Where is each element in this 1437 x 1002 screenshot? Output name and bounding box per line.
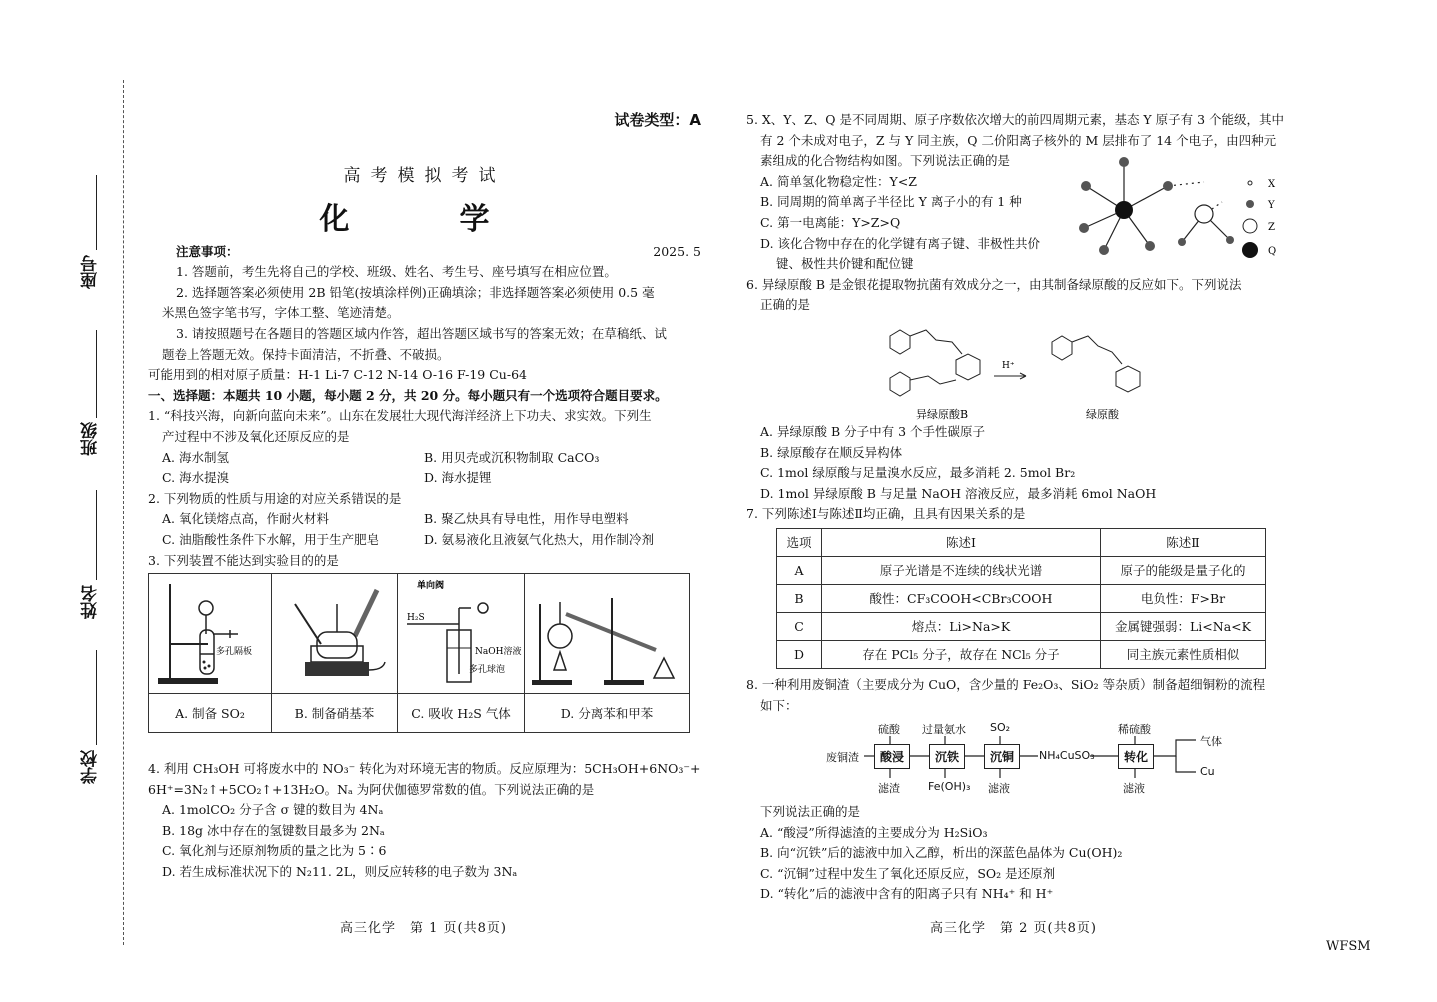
q8-question: 下列说法正确的是 — [760, 804, 861, 820]
flow-input-2: 过量氨水 — [922, 723, 966, 737]
school-label: 学校 — [81, 750, 101, 784]
apparatus-d-drawing — [526, 574, 688, 690]
q6-product-name: 绿原酸 — [1086, 407, 1119, 421]
seat-underline — [96, 175, 97, 250]
apparatus-c-label: C. 吸收 H₂S 气体 — [398, 694, 525, 733]
notice-2: 2. 选择题答案必须使用 2B 铅笔(按填涂样例)正确填涂；非选择题答案必须使用 0.5 毫 — [176, 284, 655, 300]
q6-option-d: D. 1mol 异绿原酸 B 与足量 NaOH 溶液反应，最多消耗 6mol NaOH — [760, 485, 1157, 501]
subject-title: 化 学 — [319, 201, 530, 237]
name-underline — [96, 490, 97, 580]
q5-option-a: A. 简单氢化物稳定性：Y<Z — [760, 173, 917, 189]
q4-option-d: D. 若生成标准状况下的 N₂11. 2L，则反应转移的电子数为 3Nₐ — [162, 864, 518, 880]
porous-label: 多孔隔板 — [216, 647, 253, 658]
q7-row-a — [777, 556, 1266, 584]
q8-stem: 8. 一种利用废铜渣（主要成分为 CuO，含少量的 Fe₂O₃、SiO₂ 等杂质）制备超细铜粉的流程 — [746, 676, 1266, 692]
q2-option-b: B. 聚乙炔具有导电性，用作导电塑料 — [424, 511, 629, 527]
q6-reactant-name: 异绿原酸B — [916, 407, 969, 421]
q7-cell: D — [777, 640, 822, 668]
binding-dashed-line — [123, 80, 124, 945]
q4-option-b: B. 18g 冰中存在的氢键数目最多为 2Nₐ — [162, 822, 385, 838]
q8-flowchart — [746, 716, 1301, 802]
q1-option-d: D. 海水提锂 — [424, 470, 492, 486]
legend-q: Q — [1268, 245, 1277, 257]
q6-stem-cont: 正确的是 — [760, 297, 811, 313]
notice-3b: 题卷上答题无效。保持卡面清洁，不折叠、不破损。 — [162, 346, 450, 362]
q7-cell: 熔点：Li>Na>K — [822, 612, 1101, 640]
q4-option-c: C. 氧化剂与还原剂物质的量之比为 5∶6 — [162, 843, 387, 859]
naoh-label: NaOH溶液 — [475, 647, 522, 658]
paper-type: 试卷类型：A — [614, 111, 701, 129]
q1-option-c: C. 海水提溴 — [162, 470, 230, 486]
q6-stem: 6. 异绿原酸 B 是金银花提取物抗菌有效成分之一，由其制备绿原酸的反应如下。下列说法 — [746, 276, 1242, 292]
notice-2b: 米黑色签字笔书写，字体工整、笔迹清楚。 — [162, 305, 400, 321]
q7-header-statement-1: 陈述Ⅰ — [822, 528, 1101, 556]
bulb-label: 多孔球泡 — [469, 665, 506, 676]
q6-reaction-figure — [876, 318, 1176, 422]
h2s-label: H₂S — [407, 613, 425, 624]
exam-date: 2025. 5 — [653, 243, 701, 259]
q7-table — [776, 528, 1266, 669]
legend-y: Y — [1268, 199, 1275, 211]
q7-row-c — [777, 612, 1266, 640]
q5-option-c: C. 第一电离能：Y>Z>Q — [760, 214, 901, 230]
q8-option-a: A. “酸浸”所得滤渣的主要成分为 H₂SiO₃ — [760, 824, 988, 840]
page-2 — [746, 110, 1301, 905]
legend-x: X — [1268, 178, 1276, 190]
q6-option-a: A. 异绿原酸 B 分子中有 3 个手性碳原子 — [760, 423, 986, 439]
flow-step-copper-precip: 沉铜 — [984, 744, 1020, 769]
q6-option-b: B. 绿原酸存在顺反异构体 — [760, 444, 903, 460]
q2-option-c: C. 油脂酸性条件下水解，用于生产肥皂 — [162, 531, 380, 547]
flow-start: 废铜渣 — [826, 751, 859, 765]
footer-page-2: 高三化学 第 2 页(共8页) — [930, 921, 1097, 936]
school-underline — [96, 650, 97, 745]
q5-option-d: D. 该化合物中存在的化学键有离子键、非极性共价 — [760, 235, 1041, 251]
q7-cell: 酸性：CF₃COOH<CBr₃COOH — [822, 584, 1101, 612]
q3-stem: 3. 下列装置不能达到实验目的的是 — [148, 552, 339, 568]
flow-step-iron-precip: 沉铁 — [929, 744, 965, 769]
q7-cell: 同主族元素性质相似 — [1101, 640, 1266, 668]
q1-option-b: B. 用贝壳或沉积物制取 CaCO₃ — [424, 449, 600, 465]
apparatus-b-label: B. 制备硝基苯 — [272, 694, 398, 733]
q7-row-d — [777, 640, 1266, 668]
q7-header-option: 选项 — [777, 528, 822, 556]
q7-cell: C — [777, 612, 822, 640]
apparatus-d — [525, 574, 690, 694]
atomic-masses: 可能用到的相对原子质量：H-1 Li-7 C-12 N-14 O-16 F-19 Cu-64 — [148, 367, 527, 383]
q5-option-b: B. 同周期的简单离子半径比 Y 离子小的有 1 种 — [760, 194, 1022, 210]
apparatus-c — [398, 574, 525, 694]
q2-stem: 2. 下列物质的性质与用途的对应关系错误的是 — [148, 490, 402, 506]
q7-stem: 7. 下列陈述Ⅰ与陈述Ⅱ均正确，且具有因果关系的是 — [746, 506, 1026, 522]
q7-cell: 金属键强弱：Li<Na<K — [1101, 612, 1266, 640]
q4-stem: 4. 利用 CH₃OH 可将废水中的 NO₃⁻ 转化为对环境无害的物质。反应原理为：5CH₃OH+6NO₃⁻+ — [148, 761, 701, 777]
q1-option-a: A. 海水制氢 — [162, 449, 229, 465]
q8-option-c: C. “沉铜”过程中发生了氧化还原反应，SO₂ 是还原剂 — [760, 865, 1056, 881]
apparatus-b-drawing — [273, 574, 396, 690]
q2-option-a: A. 氧化镁熔点高，作耐火材料 — [162, 511, 329, 527]
flow-copper: Cu — [1200, 765, 1215, 779]
name-label: 姓名 — [81, 585, 101, 619]
notice-3: 3. 请按照题号在各题目的答题区域内作答，超出答题区域书写的答案无效；在草稿纸、试 — [176, 325, 667, 341]
q3-apparatus-table — [148, 573, 690, 733]
flow-output-2: Fe(OH)₃ — [928, 780, 971, 794]
class-underline — [96, 330, 97, 418]
footer-page-1: 高三化学 第 1 页(共8页) — [340, 921, 507, 936]
q7-row-b — [777, 584, 1266, 612]
flow-input-3: SO₂ — [990, 721, 1011, 735]
apparatus-b — [272, 574, 398, 694]
section-heading: 一、选择题：本题共 10 小题，每小题 2 分，共 20 分。每小题只有一个选项符合题目要求。 — [148, 387, 668, 403]
apparatus-a-drawing — [150, 574, 270, 690]
legend-z: Z — [1268, 221, 1275, 233]
watermark: WFSM — [1326, 939, 1371, 954]
notice-title: 注意事项： — [176, 243, 239, 259]
q4-option-a: A. 1molCO₂ 分子含 σ 键的数目为 4Nₐ — [162, 802, 384, 818]
q5-stem-3: 素组成的化合物结构如图。下列说法正确的是 — [760, 153, 1011, 169]
q2-option-d: D. 氨易液化且液氨气化热大，用作制冷剂 — [424, 531, 655, 547]
flow-step-conversion: 转化 — [1118, 744, 1154, 769]
q7-cell: B — [777, 584, 822, 612]
flow-output-1: 滤渣 — [878, 782, 900, 796]
q7-header-statement-2: 陈述Ⅱ — [1101, 528, 1266, 556]
q7-cell: 原子光谱是不连续的线状光谱 — [822, 556, 1101, 584]
q7-cell: 电负性：F>Br — [1101, 584, 1266, 612]
apparatus-a — [149, 574, 272, 694]
q5-stem: 5. X、Y、Z、Q 是不同周期、原子序数依次增大的前四周期元素，基态 Y 原子有 3 个能级，其中 — [746, 112, 1285, 127]
apparatus-d-label: D. 分离苯和甲苯 — [525, 694, 690, 733]
apparatus-c-drawing — [399, 574, 523, 690]
q6-option-c: C. 1mol 绿原酸与足量溴水反应，最多消耗 2. 5mol Br₂ — [760, 465, 1076, 481]
apparatus-a-label: A. 制备 SO₂ — [149, 694, 272, 733]
q7-cell: 存在 PCl₅ 分子，故存在 NCl₅ 分子 — [822, 640, 1101, 668]
q5-structure-figure — [1046, 142, 1296, 260]
q5-option-d-cont: 键、极性共价键和配位键 — [776, 256, 914, 272]
q5-stem-2: 有 2 个未成对电子，Z 与 Y 同主族，Q 二价阳离子核外的 M 层排布了 14 个电子，由四种元 — [760, 132, 1277, 148]
q7-cell: A — [777, 556, 822, 584]
class-label: 班级 — [81, 422, 101, 456]
flow-intermediate: NH₄CuSO₃ — [1039, 749, 1095, 763]
flow-output-4: 滤液 — [1123, 782, 1145, 796]
q8-stem-cont: 如下： — [760, 697, 798, 713]
flow-input-1: 硫酸 — [878, 723, 900, 737]
q6-condition: H⁺ — [1002, 360, 1015, 371]
flow-input-4: 稀硫酸 — [1118, 723, 1151, 737]
check-valve-label: 单向阀 — [417, 581, 445, 592]
q1-stem-cont: 产过程中不涉及氧化还原反应的是 — [162, 428, 350, 444]
seat-label: 座号 — [81, 255, 101, 289]
q1-stem: 1. “科技兴海，向新向蓝向未来”。山东在发展壮大现代海洋经济上下功夫、求实效。下列生 — [148, 408, 652, 424]
notice-1: 1. 答题前，考生先将自己的学校、班级、姓名、考生号、座号填写在相应位置。 — [176, 264, 617, 280]
flow-step-acid-leach: 酸浸 — [874, 744, 910, 769]
flow-gas: 气体 — [1200, 735, 1222, 749]
q7-cell: 原子的能级是量子化的 — [1101, 556, 1266, 584]
exam-title: 高考模拟考试 — [343, 165, 506, 186]
flow-output-3: 滤液 — [988, 782, 1010, 796]
q4-stem-cont: 6H⁺=3N₂↑+5CO₂↑+13H₂O。Nₐ 为阿伏伽德罗常数的值。下列说法正确的是 — [148, 781, 595, 797]
q8-option-b: B. 向“沉铁”后的滤液中加入乙醇，析出的深蓝色晶体为 Cu(OH)₂ — [760, 845, 1123, 861]
q8-option-d: D. “转化”后的滤液中含有的阳离子只有 NH₄⁺ 和 H⁺ — [760, 886, 1054, 902]
page-1 — [148, 110, 701, 883]
